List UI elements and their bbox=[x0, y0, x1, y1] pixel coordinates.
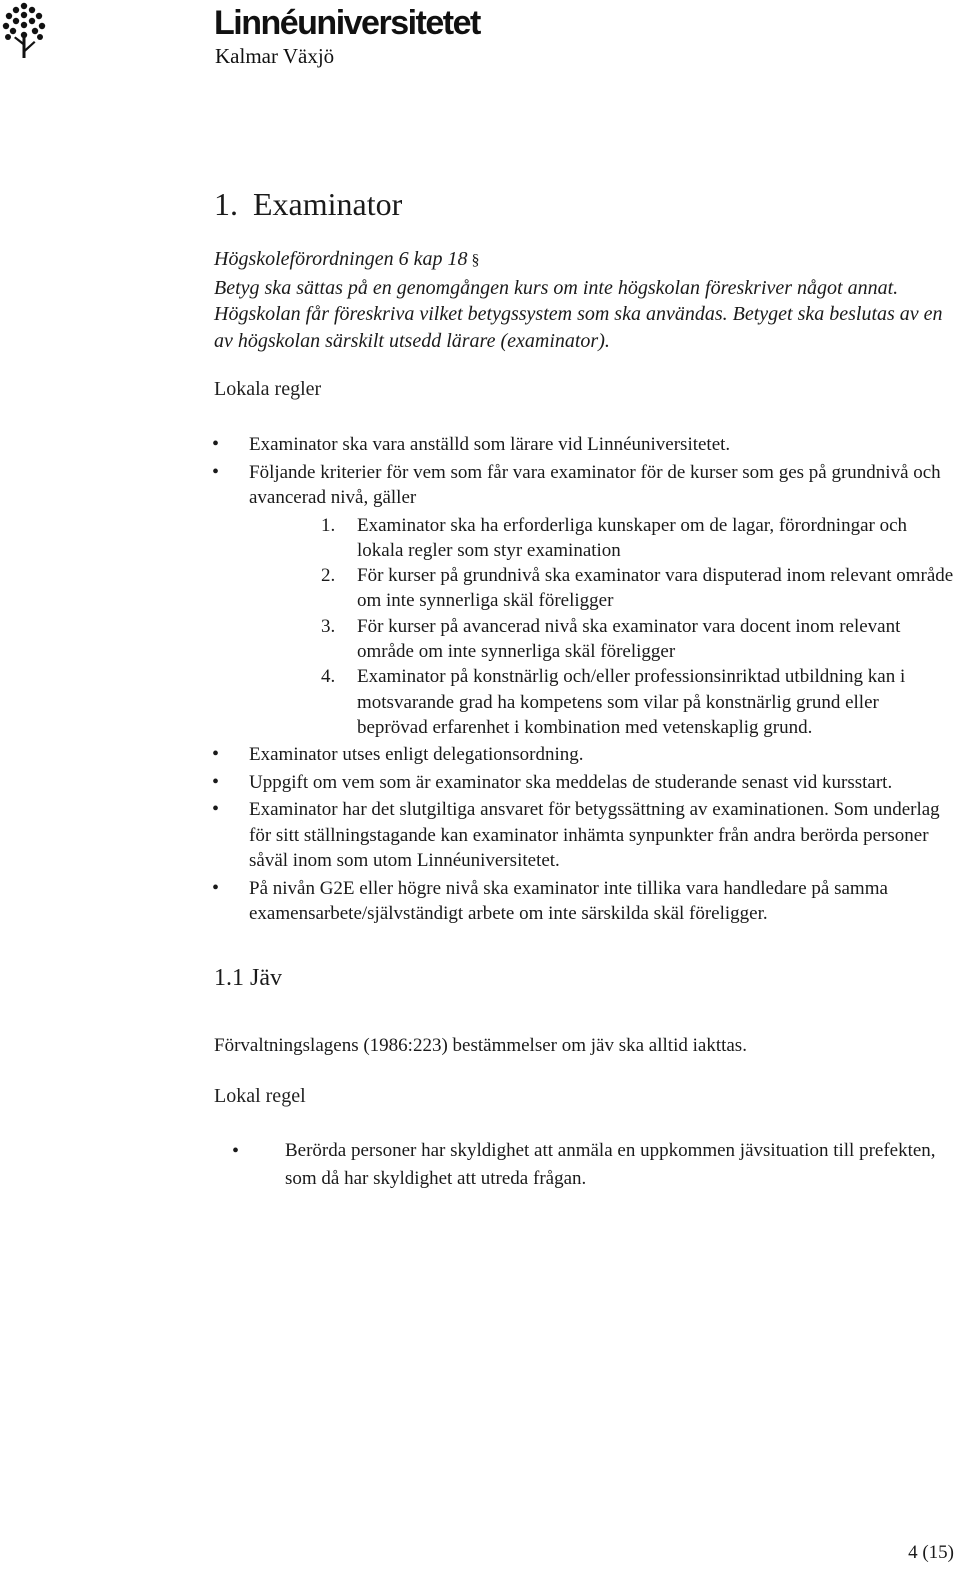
logo-subtitle: Kalmar Växjö bbox=[215, 44, 335, 68]
criteria-item: 2. För kurser på grundnivå ska examinator vara disputerad inom relevant område om inte synnerliga skäl föreligger bbox=[321, 565, 954, 612]
list-item: • Examinator utses enligt delegationsordning. bbox=[214, 742, 954, 768]
list-item: • Följande kriterier för vem som får vara examinator för de kurser som ges på grundnivå och avancerad nivå, gäller 1. Examinator ska ha erforderliga kunskaper om de lagar, förordningar och lokala regler som styr examination 2. För kurser på grundnivå ska examinator vara disputerad inom relevant område om inte synnerliga skäl föreligger 3. För kurser på avancerad nivå ska examinator vara docent inom relevant område om inte synnerliga skäl föreligger 4. Examinator på konstnärlig och/eller professionsinriktad utbildning kan i motsvarande grad ha kompetens som vilar på konstnärlig grund eller beprövad erfarenhet i kombination med vetenskaplig grund. bbox=[214, 460, 954, 741]
section-number: 1. bbox=[214, 186, 238, 222]
statute-reference: Högskoleförordningen 6 kap 18 § bbox=[214, 248, 480, 270]
statute-text: Betyg ska sättas på en genomgången kurs om inte högskolan föreskriver något annat. Högskolan får föreskriva vilket betygssystem som ska användas. Betyget ska beslutas av en av högskolan särskilt utsedd lärare (examinator). bbox=[214, 276, 943, 352]
subsection-title: 1.1 Jäv bbox=[214, 964, 282, 991]
local-rule-heading: Lokal regel bbox=[214, 1084, 306, 1107]
criteria-item: 3. För kurser på avancerad nivå ska examinator vara docent inom relevant område om inte synnerliga skäl föreligger bbox=[321, 615, 901, 662]
section-heading bbox=[214, 182, 954, 226]
logo-name: Linnéuniversitetet bbox=[214, 4, 480, 42]
local-rule-list bbox=[214, 1137, 954, 1193]
rules-list bbox=[214, 432, 954, 927]
subsection-paragraph: Förvaltningslagens (1986:223) bestämmelser om jäv ska alltid iakttas. bbox=[214, 1034, 747, 1056]
list-item: • Berörda personer har skyldighet att anmäla en uppkommen jävsituation till prefekten, som då har skyldighet att utreda frågan. bbox=[214, 1137, 954, 1193]
local-rules-heading: Lokala regler bbox=[214, 378, 322, 400]
paragraph-symbol: § bbox=[471, 252, 480, 269]
list-item: • Examinator ska vara anställd som lärare vid Linnéuniversitetet. bbox=[214, 432, 954, 458]
page-number: 4 (15) bbox=[908, 1542, 954, 1563]
list-item: • Examinator har det slutgiltiga ansvaret för betygssättning av examinationen. Som underlag för sitt ställningstagande kan examinator inhämta synpunkter från andra berörda personer såväl inom som utom Linnéuniversitetet. bbox=[214, 797, 954, 874]
section-title: Examinator bbox=[253, 186, 403, 222]
criteria-item: 4. Examinator på konstnärlig och/eller professionsinriktad utbildning kan i motsvarande grad ha kompetens som vilar på konstnärlig grund eller beprövad erfarenhet i kombination med vetenskaplig grund. bbox=[321, 666, 906, 738]
list-item: • Uppgift om vem som är examinator ska meddelas de studerande senast vid kursstart. bbox=[214, 770, 954, 796]
criteria-item: 1. Examinator ska ha erforderliga kunskaper om de lagar, förordningar och lokala regler som styr examination bbox=[321, 514, 908, 561]
criteria-list bbox=[249, 513, 954, 741]
statute-quote bbox=[214, 246, 954, 354]
document-body bbox=[214, 182, 954, 1193]
list-item: • På nivån G2E eller högre nivå ska examinator inte tillika vara handledare på samma examensarbete/självständigt arbete om inte särskilda skäl föreligger. bbox=[214, 876, 954, 927]
tree-icon bbox=[2, 2, 46, 60]
